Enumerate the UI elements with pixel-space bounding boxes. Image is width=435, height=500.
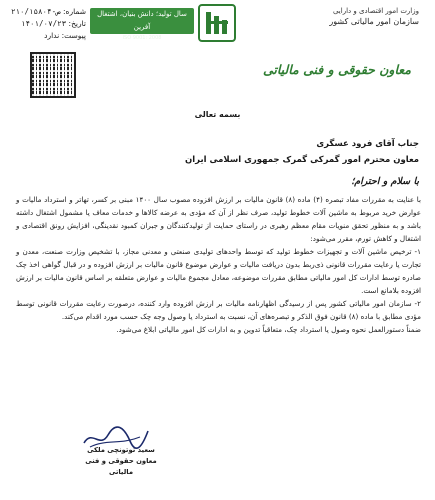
year-slogan-banner bbox=[90, 8, 194, 41]
body-item-2: ۲- سازمان امور مالیاتی کشور پس از رسیدگی اظهارنامه مالیات بر ارزش افزوده وارد کننده، درصورت رعایت مقررات قانونی توسط مؤدی مطابق با ماده (۸) قانون فوق الذکر و تبصره‌های آن، نسبت به استرداد یا وصول وجه چک حسب مورد اقدام می‌کند. bbox=[16, 299, 421, 321]
body-closing-paragraph: ضمناً دستورالعمل نحوه وصول یا استرداد چک، متعاقباً تدوین و به ادارات کل امور مالیاتی ابلاغ می‌شود. bbox=[116, 325, 421, 334]
addressee-block bbox=[185, 136, 419, 168]
letter-number-label: شماره bbox=[65, 7, 86, 16]
letter-reference-block bbox=[6, 6, 86, 42]
signatory-title: معاون حقوقی و فنی مالیاتی bbox=[85, 457, 157, 476]
letter-number-value: ۲۱۰/۱۵۸۰۴-ص bbox=[10, 7, 61, 16]
letter-attachment-label: پیوست bbox=[64, 31, 86, 40]
letter-attachment-row: پیوست: ندارد bbox=[44, 31, 86, 40]
letter-attachment-value: ندارد bbox=[44, 31, 60, 40]
letterhead-organization bbox=[269, 6, 419, 42]
banner-title: سال تولید؛ دانش بنیان، اشتغال آفرین bbox=[97, 10, 187, 31]
organization-name: سازمان امور مالیاتی کشور bbox=[329, 17, 419, 26]
addressee-name: جناب آقای فرود عسگری bbox=[316, 139, 419, 149]
ministry-name: وزارت امور اقتصادی و دارایی bbox=[332, 7, 419, 15]
body-intro-paragraph: با عنایت به مقررات مفاد تبصره (۴) ماده (۸) قانون مالیات بر ارزش افزوده مصوب سال ۱۴۰۰ مبنی بر کسر، تهاتر و استرداد مالیات و عوارض خرید مربوط به ماشین آلات خطوط تولید، صرف نظر از آن که مؤدی به عرضه کالاها و خدمات معاف یا مشمول اشتغال داشته باشد و به منظور تحقق منویات مقام معظم رهبری در راستای حمایت از تولیدکنندگان و جبران کمبود نقدینگی، افزایش رونق اقتصادی و اشتغال و کاهش تورم، مقرر می‌شود: bbox=[16, 195, 421, 243]
letter-date-row: تاریخ: ۱۴۰۱/۰۷/۲۳ bbox=[20, 19, 86, 28]
iso-certification: ISO 9001: 2008 bbox=[122, 35, 162, 41]
body-item-1: ۱- ترخیص ماشین آلات و تجهیزات خطوط تولید که توسط واحدهای تولیدی صنعتی و معدنی مجاز، با تشخیص وزارت صنعت، معدن و تجارت یا رعایت مقررات قانونی ذی‌ربط بدون دریافت مالیات و عوارض موضوع قانون مالیات بر ارزش افزوده و در قبال گواهی اخذ چک صادره توسط ادارات کل امور مالیاتی مطابق مقررات موضوعه، معادل مجموع مالیات و عوارض متعلقه بر اساس قانون مالیات بر ارزش افزوده بلامانع است. bbox=[16, 247, 421, 295]
letter-number-row: شماره: ۲۱۰/۱۵۸۰۴-ص bbox=[10, 7, 86, 16]
qr-code-icon bbox=[30, 52, 76, 98]
addressee-position: معاون محترم امور گمرکی گمرک جمهوری اسلامی ایران bbox=[185, 155, 419, 165]
letter-body bbox=[16, 193, 421, 336]
department-title: معاون حقوقی و فنی مالیاتی bbox=[262, 62, 411, 77]
letter-date-label: تاریخ bbox=[71, 19, 86, 28]
bismillah-heading: بسمه تعالی bbox=[194, 110, 241, 119]
signatory-name: سعید توتونچی ملکی bbox=[87, 446, 155, 454]
signature-block bbox=[76, 425, 166, 495]
letter-date-value: ۱۴۰۱/۰۷/۲۳ bbox=[20, 19, 67, 28]
greeting: با سلام و احترام؛ bbox=[351, 176, 419, 187]
tax-organization-logo-icon bbox=[198, 4, 236, 42]
